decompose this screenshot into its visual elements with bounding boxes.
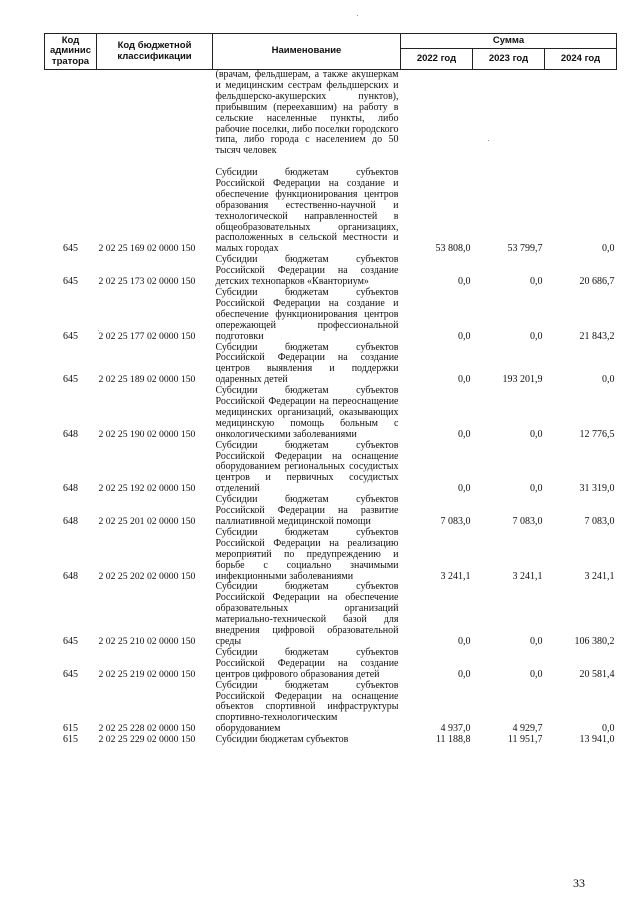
amount-2024: 0,0 [602, 723, 615, 735]
amount-2023: 11 951,7 [507, 734, 543, 746]
header-2024: 2024 год [545, 49, 617, 70]
amount-2022: 0,0 [458, 330, 471, 342]
table-row [45, 168, 617, 255]
admin-code: 615 [63, 723, 78, 735]
table-row [45, 735, 617, 746]
amount-2022: 53 808,0 [435, 243, 471, 255]
kbk-code: 2 02 25 177 02 0000 150 [98, 330, 196, 342]
row-name: Субсидии бюджетам субъектов Российской Федерации на создание центров цифрового образования детей [215, 646, 399, 680]
row-name: Субсидии бюджетам субъектов Российской Федерации на создание и обеспечение функционирования центров опережающей профессиональной подготовки [215, 286, 399, 342]
admin-code: 645 [63, 668, 78, 680]
table-row [45, 386, 617, 441]
kbk-code: 2 02 25 228 02 0000 150 [98, 723, 196, 735]
kbk-code: 2 02 25 210 02 0000 150 [98, 635, 196, 647]
amount-2023: 53 799,7 [507, 243, 543, 255]
header-2022: 2022 год [401, 49, 473, 70]
budget-table-page [44, 33, 616, 746]
amount-2022: 7 083,0 [440, 516, 471, 527]
amount-2024: 7 083,0 [584, 516, 615, 527]
kbk-code: 2 02 25 219 02 0000 150 [98, 668, 196, 680]
amount-2022: 0,0 [458, 428, 471, 440]
table-row [45, 288, 617, 343]
scan-speck [488, 140, 489, 141]
amount-2022: 4 937,0 [440, 723, 471, 735]
amount-2024: 0,0 [602, 243, 615, 255]
amount-2023: 4 929,7 [512, 723, 543, 735]
budget-table [44, 33, 617, 746]
kbk-code: 2 02 25 173 02 0000 150 [98, 276, 196, 288]
continuation-text: (врачам, фельдшерам, а также акушеркам и медицинским сестрам фельдшерских и фельдшерско-акушерских пунктов), прибывшим (переехавшим) на работу в сельские населенные пункты, либо рабочие поселки, либо поселки городского типа, либо города с населением до 50 тысяч человек [215, 69, 399, 157]
amount-2023: 0,0 [530, 428, 543, 440]
amount-2023: 3 241,1 [512, 570, 543, 582]
amount-2023: 193 201,9 [502, 374, 543, 386]
amount-2024: 106 380,2 [574, 635, 615, 647]
amount-2023: 0,0 [530, 635, 543, 647]
admin-code: 645 [63, 635, 78, 647]
row-name: Субсидии бюджетам субъектов [215, 734, 349, 746]
admin-code: 648 [63, 483, 78, 495]
kbk-code: 2 02 25 201 02 0000 150 [98, 516, 196, 527]
table-row [45, 343, 617, 387]
kbk-code: 2 02 25 189 02 0000 150 [98, 374, 196, 386]
table-row [45, 495, 617, 528]
amount-2022: 0,0 [458, 276, 471, 288]
amount-2024: 12 776,5 [579, 428, 615, 440]
amount-2024: 31 319,0 [579, 483, 615, 495]
header-kbk: Код бюджетной классификации [97, 34, 213, 70]
amount-2024: 0,0 [602, 374, 615, 386]
header-admin-code: Код админис тратора [45, 34, 97, 70]
amount-2023: 0,0 [530, 483, 543, 495]
amount-2024: 20 686,7 [579, 276, 615, 288]
table-row [45, 255, 617, 288]
row-name: Субсидии бюджетам субъектов Российской Федерации на обеспечение образовательных организаций материально-технической базой для внедрения цифровой образовательной среды [215, 581, 399, 647]
kbk-code: 2 02 25 190 02 0000 150 [98, 428, 196, 440]
admin-code: 615 [63, 734, 78, 746]
admin-code: 645 [63, 374, 78, 386]
admin-code: 645 [63, 330, 78, 342]
kbk-code: 2 02 25 169 02 0000 150 [98, 243, 196, 255]
header-sum: Сумма [401, 34, 617, 49]
admin-code: 648 [63, 516, 78, 527]
table-row [45, 441, 617, 496]
table-row-continuation [45, 70, 617, 169]
row-name: Субсидии бюджетам субъектов Российской Федерации на оснащение оборудованием региональных сосудистых центров и первичных сосудистых отделений [215, 439, 399, 495]
amount-2022: 0,0 [458, 668, 471, 680]
row-name: Субсидии бюджетам субъектов Российской Федерации на оснащение объектов спортивной инфраструктуры спортивно-технологическим оборудованием [215, 679, 399, 735]
kbk-code: 2 02 25 192 02 0000 150 [98, 483, 196, 495]
table-body [45, 70, 617, 747]
scan-speck [357, 15, 358, 16]
table-row [45, 528, 617, 583]
amount-2024: 20 581,4 [579, 668, 615, 680]
header-2023: 2023 год [473, 49, 545, 70]
row-name: Субсидии бюджетам субъектов Российской Федерации на создание центров выявления и поддержки одаренных детей [215, 341, 399, 386]
admin-code: 648 [63, 428, 78, 440]
amount-2022: 0,0 [458, 374, 471, 386]
amount-2024: 13 941,0 [579, 734, 615, 746]
amount-2024: 3 241,1 [584, 570, 615, 582]
header-name: Наименование [213, 34, 401, 70]
admin-code: 645 [63, 243, 78, 255]
kbk-code: 2 02 25 202 02 0000 150 [98, 570, 196, 582]
amount-2022: 3 241,1 [440, 570, 471, 582]
amount-2022: 0,0 [458, 483, 471, 495]
admin-code: 645 [63, 276, 78, 288]
amount-2024: 21 843,2 [579, 330, 615, 342]
page-number: 33 [573, 876, 585, 890]
row-name: Субсидии бюджетам субъектов Российской Федерации на создание и обеспечение функционирования центров образования естественно-научной и технологической направленностей в общеобразовательных организациях, расположенных в сельской местности и малых городах [215, 167, 399, 255]
table-header [45, 34, 617, 70]
row-name: Субсидии бюджетам субъектов Российской Федерации на переоснащение медицинских организаций, оказывающих медицинскую помощь больным с онкологическими заболеваниями [215, 385, 399, 440]
amount-2022: 0,0 [458, 635, 471, 647]
amount-2022: 11 188,8 [435, 734, 471, 746]
admin-code: 648 [63, 570, 78, 582]
scan-speck [98, 330, 99, 331]
row-name: Субсидии бюджетам субъектов Российской Федерации на создание детских технопарков «Кванториум» [215, 254, 399, 288]
row-name: Субсидии бюджетам субъектов Российской Федерации на реализацию мероприятий по предупреждению и борьбе с социально значимыми инфекционными заболеваниями [215, 526, 399, 582]
table-row [45, 681, 617, 736]
table-row [45, 582, 617, 647]
kbk-code: 2 02 25 229 02 0000 150 [98, 734, 196, 746]
amount-2023: 7 083,0 [512, 516, 543, 527]
amount-2023: 0,0 [530, 276, 543, 288]
amount-2023: 0,0 [530, 330, 543, 342]
row-name: Субсидии бюджетам субъектов Российской Федерации на развитие паллиативной медицинской помощи [215, 494, 399, 527]
table-row [45, 648, 617, 681]
amount-2023: 0,0 [530, 668, 543, 680]
